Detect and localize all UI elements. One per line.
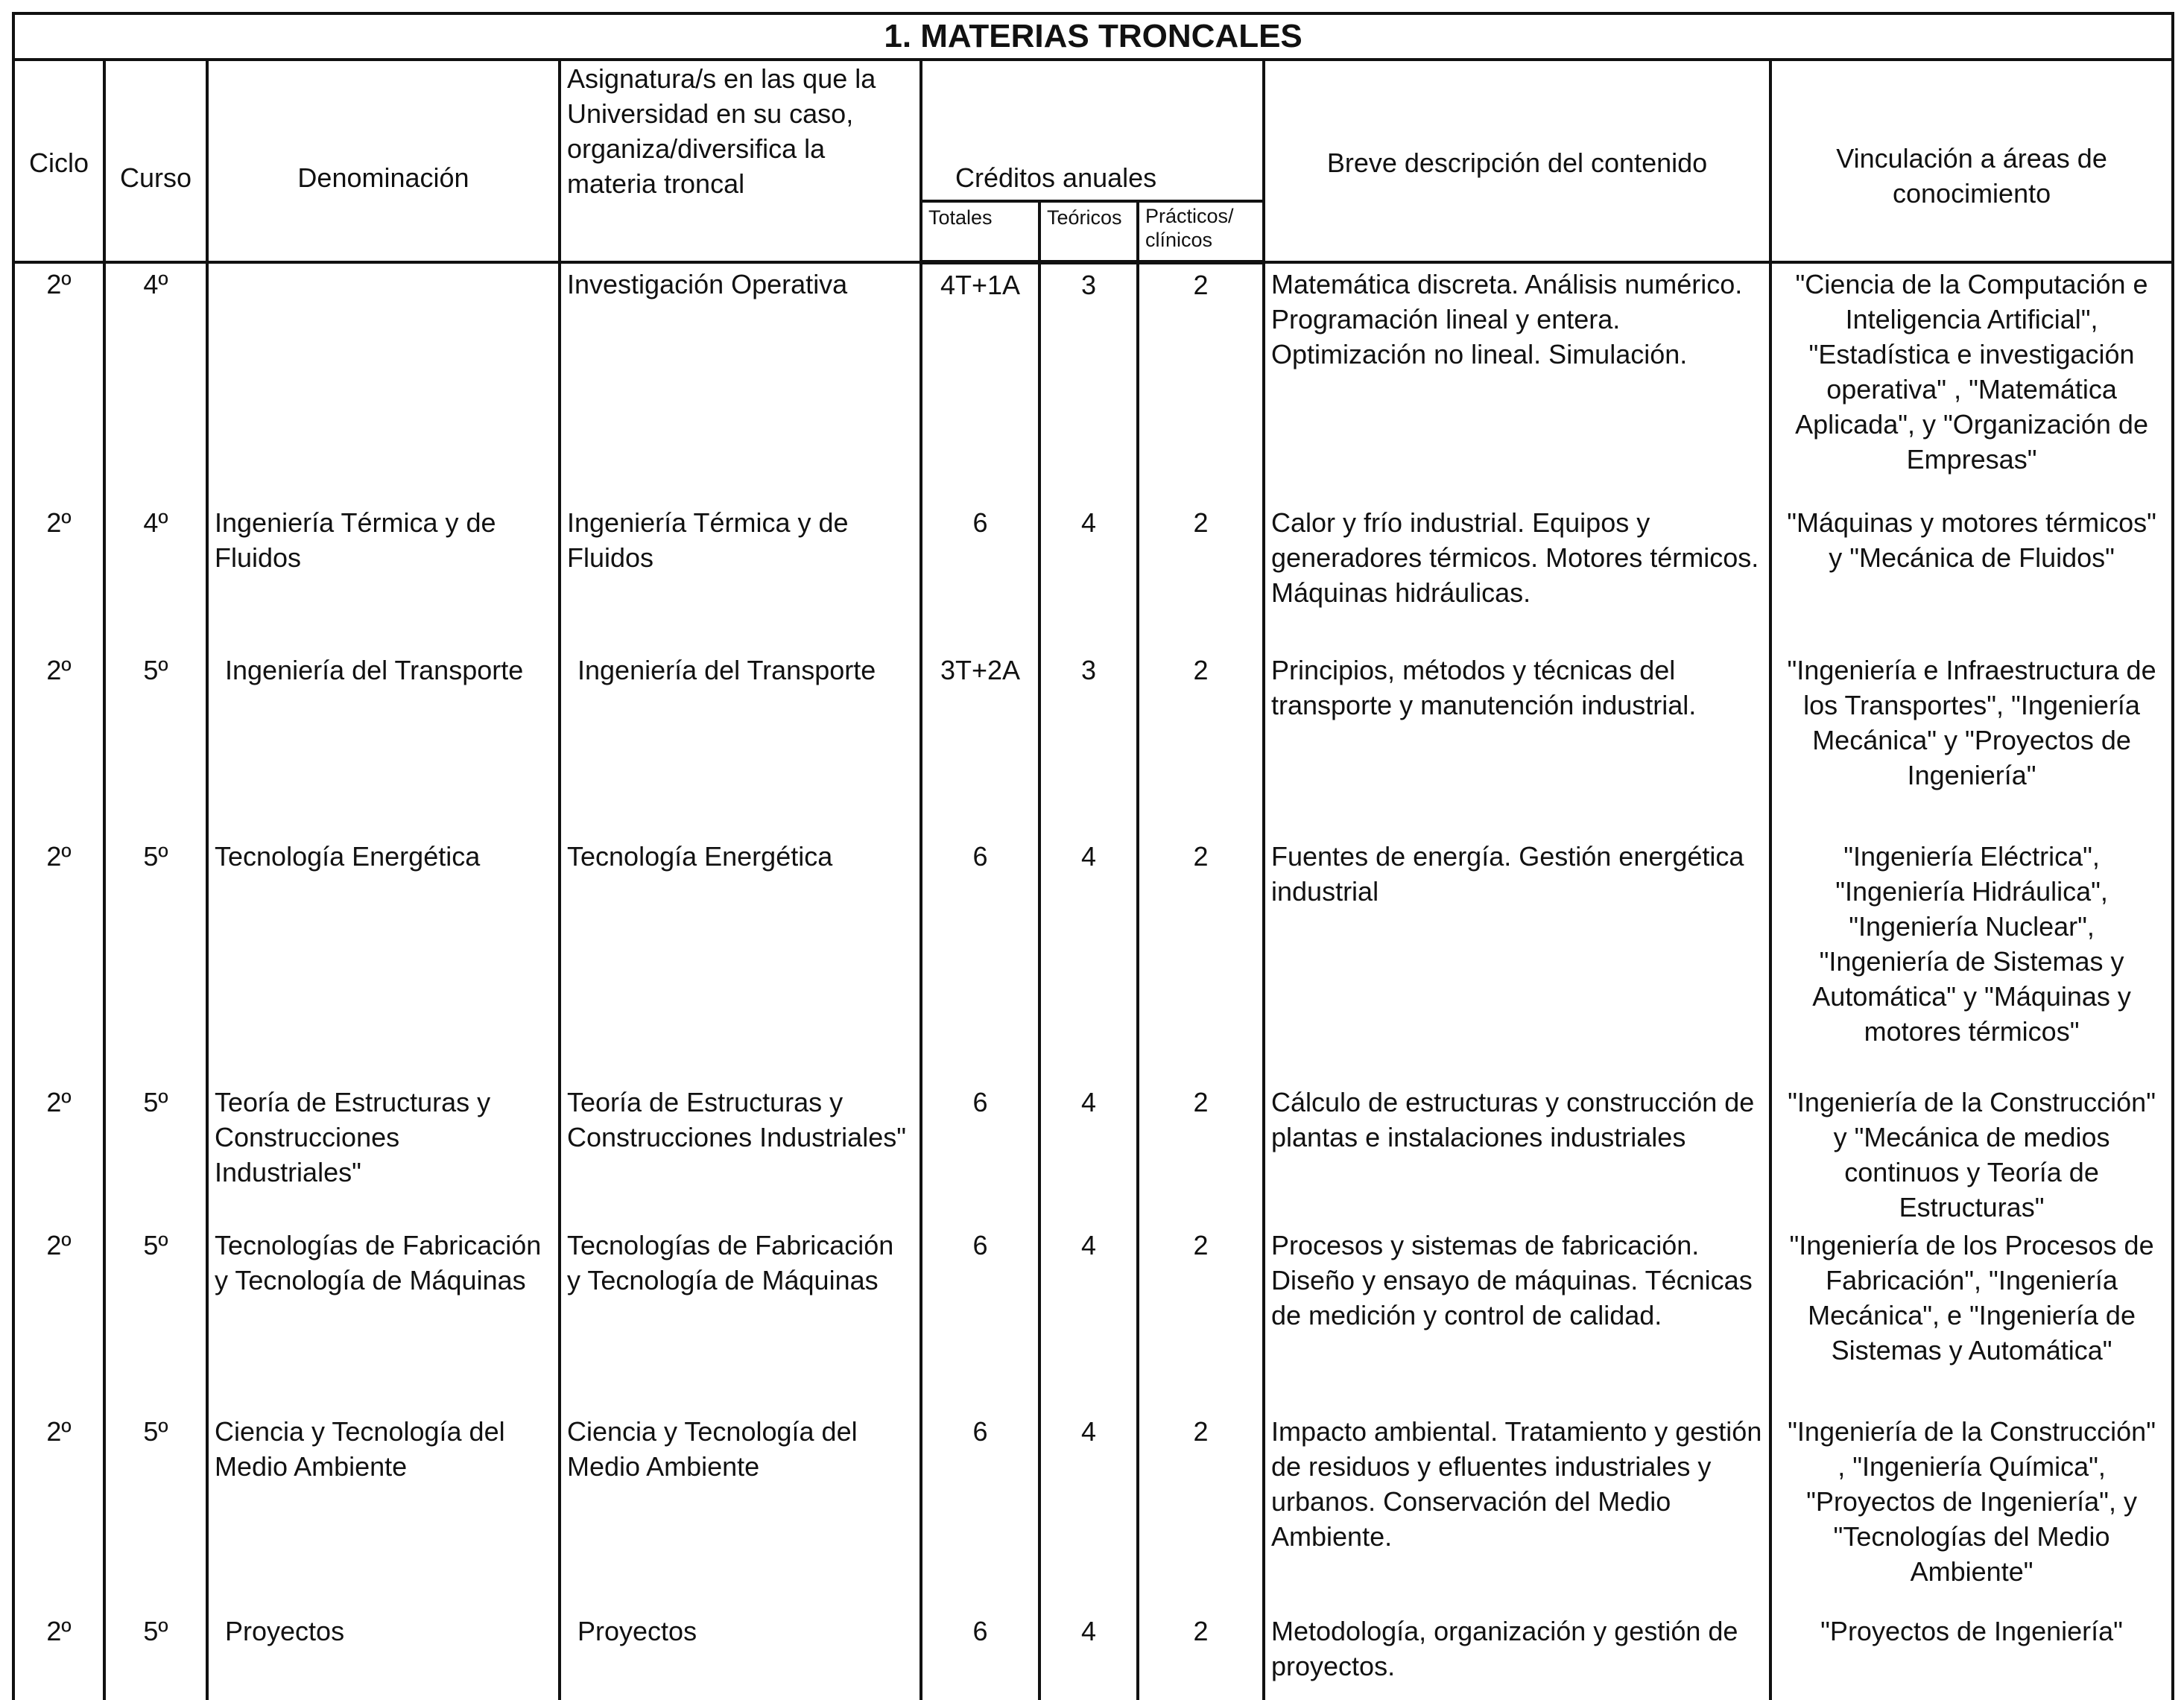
cell-practicos: 2 <box>1138 502 1264 650</box>
cell-denominacion: Ingeniería Térmica y de Fluidos <box>207 502 560 650</box>
cell-curso: 4º <box>104 262 207 502</box>
cell-teoricos: 4 <box>1039 1611 1138 1700</box>
header-descripcion: Breve descripción del contenido <box>1264 60 1770 262</box>
cell-descripcion: Impacto ambiental. Tratamiento y gestión de residuos y efluentes industriales y urbanos. Conservación del Medio Ambiente. <box>1264 1411 1770 1611</box>
table-row <box>13 836 2173 1082</box>
cell-totales: 6 <box>921 1082 1039 1225</box>
cell-curso: 5º <box>104 650 207 836</box>
cell-practicos: 2 <box>1138 1225 1264 1411</box>
cell-vinculacion: "Ingeniería de los Procesos de Fabricación", "Ingeniería Mecánica", e "Ingeniería de Sistemas y Automática" <box>1770 1225 2173 1411</box>
cell-totales: 6 <box>921 1411 1039 1611</box>
cell-teoricos: 4 <box>1039 502 1138 650</box>
table-title: 1. MATERIAS TRONCALES <box>13 13 2173 60</box>
cell-ciclo: 2º <box>13 1411 104 1611</box>
cell-teoricos: 4 <box>1039 836 1138 1082</box>
table-row <box>13 650 2173 836</box>
table-row <box>13 262 2173 502</box>
table-row <box>13 1225 2173 1411</box>
cell-asignatura: Ciencia y Tecnología del Medio Ambiente <box>560 1411 921 1611</box>
cell-descripcion: Principios, métodos y técnicas del transporte y manutención industrial. <box>1264 650 1770 836</box>
cell-totales: 6 <box>921 836 1039 1082</box>
cell-descripcion: Matemática discreta. Análisis numérico. Programación lineal y entera. Optimización no lineal. Simulación. <box>1264 262 1770 502</box>
cell-vinculacion: "Máquinas y motores térmicos" y "Mecánica de Fluidos" <box>1770 502 2173 650</box>
cell-denominacion: Tecnología Energética <box>207 836 560 1082</box>
cell-practicos: 2 <box>1138 1411 1264 1611</box>
cell-teoricos: 4 <box>1039 1225 1138 1411</box>
cell-ciclo: 2º <box>13 650 104 836</box>
cell-asignatura: Tecnología Energética <box>560 836 921 1082</box>
cell-denominacion: Ciencia y Tecnología del Medio Ambiente <box>207 1411 560 1611</box>
cell-teoricos: 4 <box>1039 1082 1138 1225</box>
cell-ciclo: 2º <box>13 1082 104 1225</box>
materias-troncales-table <box>12 12 2174 1700</box>
cell-practicos: 2 <box>1138 1611 1264 1700</box>
cell-practicos: 2 <box>1138 650 1264 836</box>
cell-descripcion: Cálculo de estructuras y construcción de plantas e instalaciones industriales <box>1264 1082 1770 1225</box>
cell-descripcion: Fuentes de energía. Gestión energética industrial <box>1264 836 1770 1082</box>
header-ciclo: Ciclo <box>13 60 104 262</box>
header-practicos: Prácticos/ clínicos <box>1138 201 1264 262</box>
cell-vinculacion: "Proyectos de Ingeniería" <box>1770 1611 2173 1700</box>
cell-denominacion <box>207 262 560 502</box>
cell-asignatura: Ingeniería del Transporte <box>560 650 921 836</box>
cell-ciclo: 2º <box>13 1611 104 1700</box>
cell-asignatura: Ingeniería Térmica y de Fluidos <box>560 502 921 650</box>
cell-curso: 5º <box>104 1225 207 1411</box>
header-totales: Totales <box>921 201 1039 262</box>
cell-denominacion: Tecnologías de Fabricación y Tecnología de Máquinas <box>207 1225 560 1411</box>
cell-ciclo: 2º <box>13 262 104 502</box>
cell-vinculacion: "Ingeniería Eléctrica", "Ingeniería Hidráulica", "Ingeniería Nuclear", "Ingeniería de Sistemas y Automática" y "Máquinas y motores térmicos" <box>1770 836 2173 1082</box>
cell-teoricos: 3 <box>1039 650 1138 836</box>
cell-totales: 6 <box>921 1611 1039 1700</box>
cell-ciclo: 2º <box>13 502 104 650</box>
table-row <box>13 1082 2173 1225</box>
table-row <box>13 502 2173 650</box>
table-row <box>13 1611 2173 1700</box>
cell-vinculacion: "Ingeniería e Infraestructura de los Transportes", "Ingeniería Mecánica" y "Proyectos de Ingeniería" <box>1770 650 2173 836</box>
cell-curso: 5º <box>104 1082 207 1225</box>
cell-totales: 3T+2A <box>921 650 1039 836</box>
cell-asignatura: Proyectos <box>560 1611 921 1700</box>
cell-asignatura: Teoría de Estructuras y Construcciones Industriales" <box>560 1082 921 1225</box>
cell-totales: 6 <box>921 502 1039 650</box>
cell-ciclo: 2º <box>13 836 104 1082</box>
cell-practicos: 2 <box>1138 1082 1264 1225</box>
document-sheet <box>12 12 2171 1681</box>
cell-vinculacion: "Ingeniería de la Construcción" , "Ingeniería Química", "Proyectos de Ingeniería", y "Tecnologías del Medio Ambiente" <box>1770 1411 2173 1611</box>
cell-totales: 6 <box>921 1225 1039 1411</box>
cell-teoricos: 4 <box>1039 1411 1138 1611</box>
cell-curso: 4º <box>104 502 207 650</box>
cell-practicos: 2 <box>1138 836 1264 1082</box>
cell-vinculacion: "Ingeniería de la Construcción" y "Mecánica de medios continuos y Teoría de Estructuras" <box>1770 1082 2173 1225</box>
header-creditos-anuales: Créditos anuales <box>921 60 1264 201</box>
header-vinculacion: Vinculación a áreas de conocimiento <box>1770 60 2173 262</box>
header-teoricos: Teóricos <box>1039 201 1138 262</box>
cell-descripcion: Procesos y sistemas de fabricación. Diseño y ensayo de máquinas. Técnicas de medición y control de calidad. <box>1264 1225 1770 1411</box>
cell-teoricos: 3 <box>1039 262 1138 502</box>
cell-curso: 5º <box>104 836 207 1082</box>
header-denominacion: Denominación <box>207 60 560 262</box>
header-asignatura: Asignatura/s en las que la Universidad en su caso, organiza/diversifica la materia troncal <box>560 60 921 262</box>
cell-curso: 5º <box>104 1411 207 1611</box>
cell-vinculacion: "Ciencia de la Computación e Inteligencia Artificial", "Estadística e investigación operativa" , "Matemática Aplicada", y "Organización de Empresas" <box>1770 262 2173 502</box>
cell-asignatura: Investigación Operativa <box>560 262 921 502</box>
cell-descripcion: Calor y frío industrial. Equipos y generadores térmicos. Motores térmicos. Máquinas hidráulicas. <box>1264 502 1770 650</box>
header-curso: Curso <box>104 60 207 262</box>
cell-denominacion: Ingeniería del Transporte <box>207 650 560 836</box>
cell-denominacion: Proyectos <box>207 1611 560 1700</box>
cell-ciclo: 2º <box>13 1225 104 1411</box>
cell-asignatura: Tecnologías de Fabricación y Tecnología de Máquinas <box>560 1225 921 1411</box>
cell-denominacion: Teoría de Estructuras y Construcciones Industriales" <box>207 1082 560 1225</box>
cell-curso: 5º <box>104 1611 207 1700</box>
cell-totales: 4T+1A <box>921 262 1039 502</box>
table-row <box>13 1411 2173 1611</box>
cell-practicos: 2 <box>1138 262 1264 502</box>
cell-descripcion: Metodología, organización y gestión de proyectos. <box>1264 1611 1770 1700</box>
